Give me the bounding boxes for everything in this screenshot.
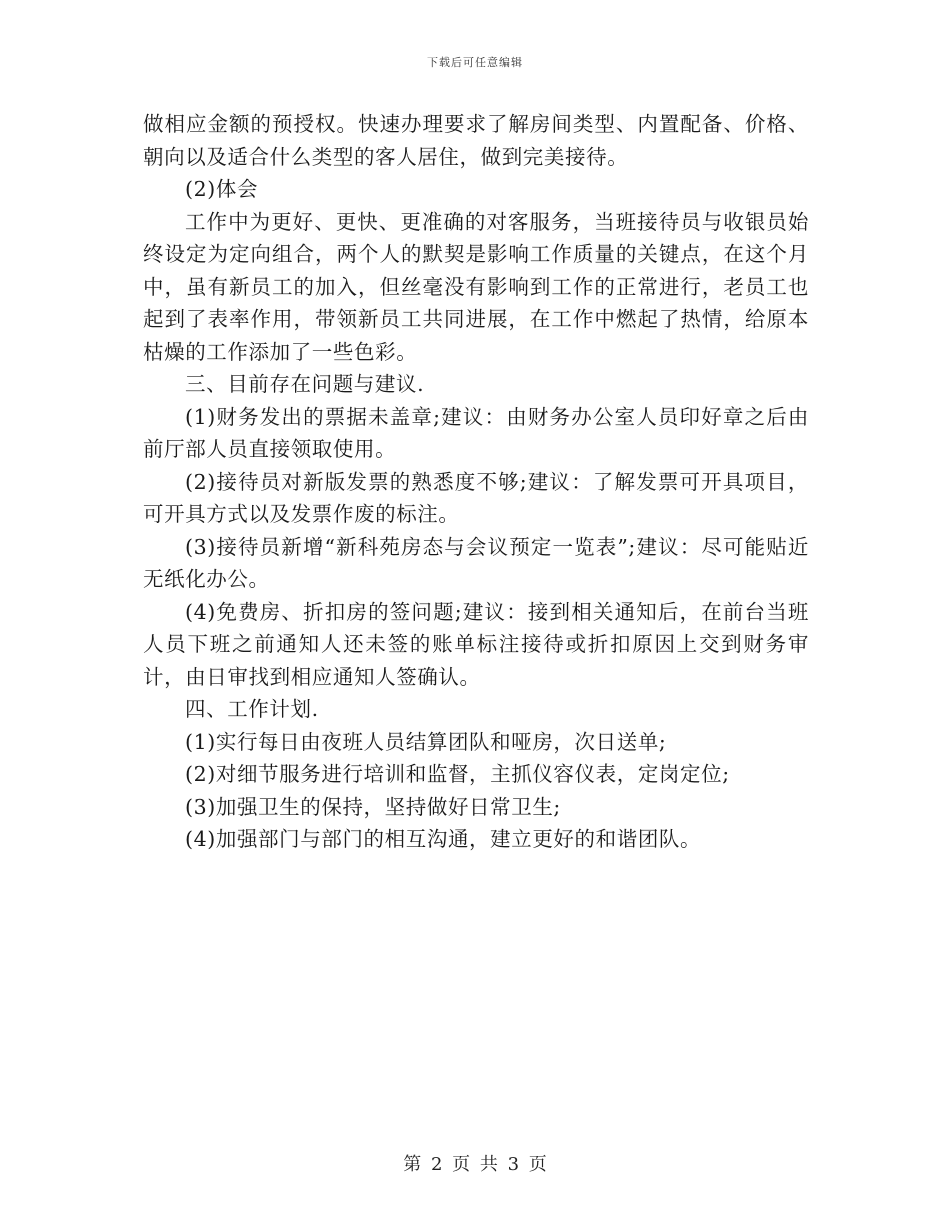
problem-item-4: (4)免费房、折扣房的签问题;建议：接到相关通知后，在前台当班人员下班之前通知人还未签的账单标注接待或折扣原因上交到财务审计，由日审找到相应通知人签确认。 [143,599,809,689]
problem-item-2: (2)接待员对新版发票的熟悉度不够;建议：了解发票可开具项目，可开具方式以及发票作废的标注。 [143,469,809,526]
paragraph-continuation: 做相应金额的预授权。快速办理要求了解房间类型、内置配备、价格、朝向以及适合什么类型的客人居住，做到完美接待。 [143,112,809,169]
page-number: 第 2 页 共 3 页 [403,1154,547,1175]
problem-item-3: (3)接待员新增“新科苑房态与会议预定一览表”;建议：尽可能贴近无纸化办公。 [143,534,809,591]
plan-item-3: (3)加强卫生的保持，坚持做好日常卫生; [185,794,561,819]
section-heading-problems: 三、目前存在问题与建议. [185,372,425,396]
plan-item-1: (1)实行每日由夜班人员结算团队和哑房，次日送单; [185,729,667,754]
problem-item-1: (1)财务发出的票据未盖章;建议：由财务办公室人员印好章之后由前厅部人员直接领取使用。 [143,404,809,461]
page-header: 下载后可任意编辑 [427,56,523,69]
section-heading-plan: 四、工作计划. [185,697,319,721]
document-body [143,108,809,856]
subheading-experience: (2)体会 [185,177,259,201]
plan-item-4: (4)加强部门与部门的相互沟通，建立更好的和谐团队。 [185,827,702,851]
plan-item-2: (2)对细节服务进行培训和监督，主抓仪容仪表，定岗定位; [185,762,730,786]
paragraph-experience: 工作中为更好、更快、更准确的对客服务，当班接待员与收银员始终设定为定向组合，两个人的默契是影响工作质量的关键点，在这个月中，虽有新员工的加入，但丝毫没有影响到工作的正常进行，老员工也起到了表率作用，带领新员工共同进展，在工作中燃起了热情，给原本枯燥的工作添加了一些色彩。 [143,209,809,364]
